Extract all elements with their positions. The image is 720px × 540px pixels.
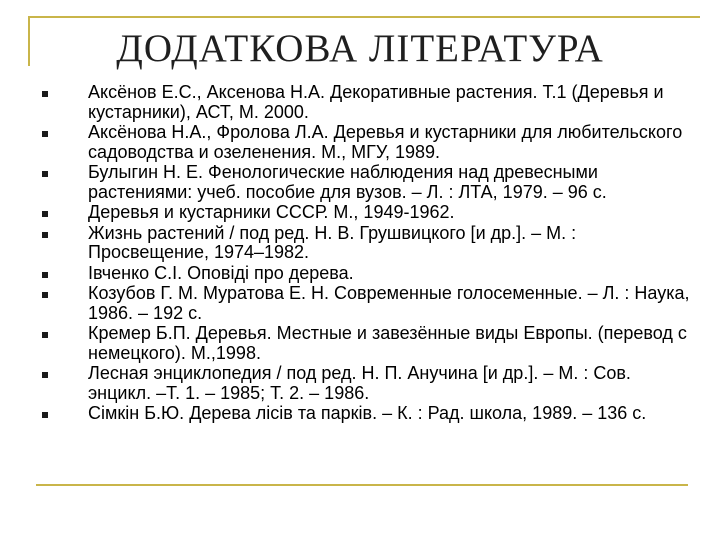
- frame-bottom-line: [36, 484, 688, 486]
- square-bullet-icon: [42, 232, 48, 238]
- list-item: [38, 404, 698, 424]
- list-item: [38, 163, 698, 203]
- list-item: [38, 123, 698, 163]
- list-item: [38, 364, 698, 404]
- square-bullet-icon: [42, 211, 48, 217]
- reference-text: Івченко С.І. Оповіді про дерева.: [88, 262, 354, 283]
- frame-top-line: [28, 16, 700, 18]
- square-bullet-icon: [42, 272, 48, 278]
- reference-text: Аксёнов Е.С., Аксенова Н.А. Декоративные растения. Т.1 (Деревья и кустарники), АСТ, М. 2000.: [88, 82, 664, 122]
- list-item: [38, 284, 698, 324]
- list-item: [38, 224, 698, 264]
- reference-text: Жизнь растений / под ред. Н. В. Грушвицкого [и др.]. – М. : Просвещение, 1974–1982.: [88, 222, 577, 263]
- reference-text: Сімкін Б.Ю. Дерева лісів та парків. – К. : Рад. школа, 1989. – 136 с.: [88, 403, 647, 424]
- reference-text: Кремер Б.П. Деревья. Местные и завезённые виды Европы. (перевод с немецкого). М.,1998.: [88, 323, 687, 363]
- slide-title: ДОДАТКОВА ЛІТЕРАТУРА: [116, 27, 604, 70]
- square-bullet-icon: [42, 292, 48, 298]
- reference-text: Деревья и кустарники СССР. М., 1949-1962.: [88, 202, 455, 223]
- reference-list: [38, 83, 698, 425]
- square-bullet-icon: [42, 332, 48, 338]
- list-item: [38, 203, 698, 223]
- square-bullet-icon: [42, 131, 48, 137]
- frame-vertical-line: [28, 16, 30, 66]
- list-item: [38, 324, 698, 364]
- square-bullet-icon: [42, 372, 48, 378]
- square-bullet-icon: [42, 412, 48, 418]
- reference-text: Лесная энциклопедия / под ред. Н. П. Анучина [и др.]. – М. : Сов. энцикл. –Т. 1. – 1985; Т. 2. – 1986.: [88, 363, 631, 403]
- reference-text: Булыгин Н. Е. Фенологические наблюдения над древесными растениями: учеб. пособие для вузов. – Л. : ЛТА, 1979. – 96 с.: [88, 162, 607, 202]
- list-item: [38, 264, 698, 284]
- reference-text: Аксёнова Н.А., Фролова Л.А. Деревья и кустарники для любительского садоводства и озеленения. М., МГУ, 1989.: [88, 122, 683, 162]
- list-item: [38, 83, 698, 123]
- reference-text: Козубов Г. М. Муратова Е. Н. Современные голосеменные. – Л. : Наука, 1986. – 192 с.: [88, 282, 690, 323]
- square-bullet-icon: [42, 91, 48, 97]
- square-bullet-icon: [42, 171, 48, 177]
